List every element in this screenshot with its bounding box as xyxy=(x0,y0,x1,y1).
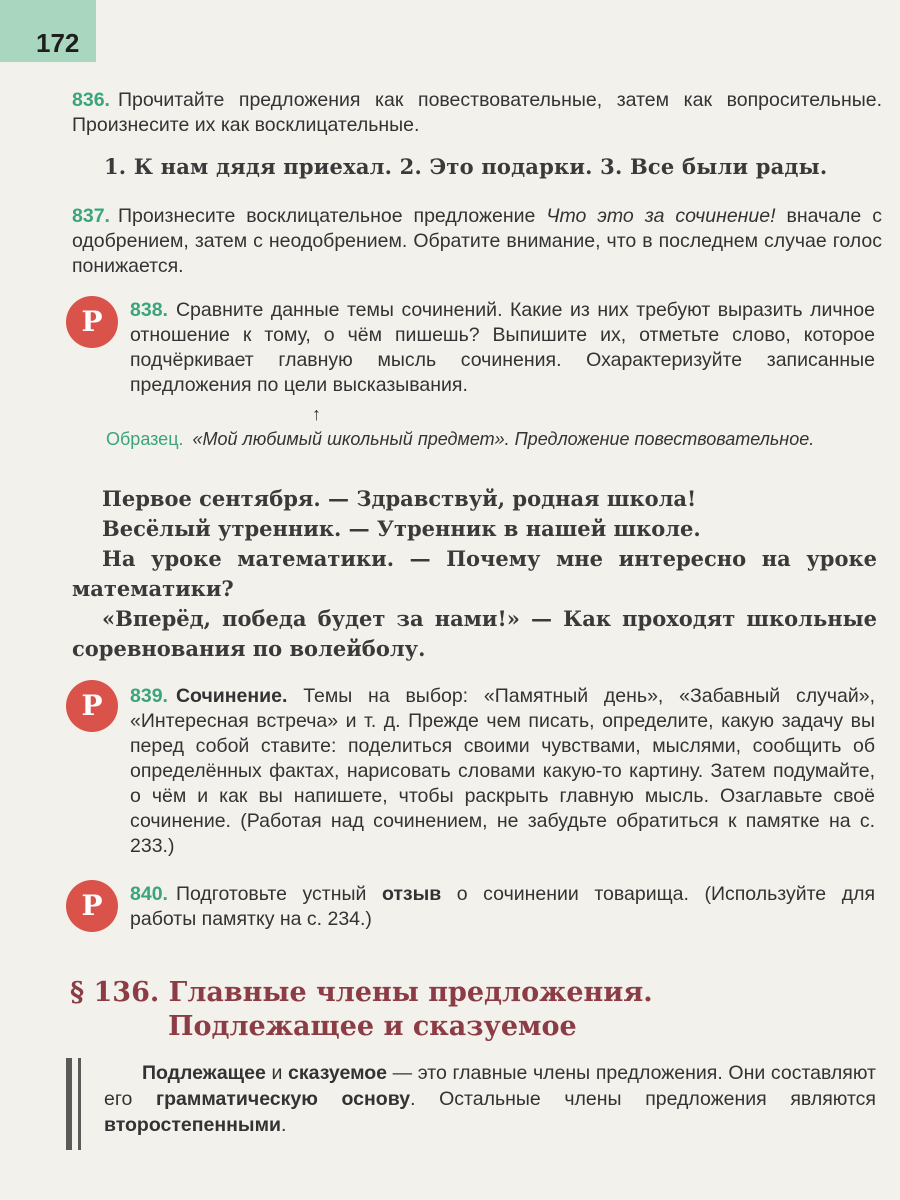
exercise-839 xyxy=(130,684,875,859)
rule-term: сказуемое xyxy=(288,1062,387,1084)
r-badge-icon: Р xyxy=(66,680,118,732)
exercise-text: Сравните данные темы сочинений. Какие из них требуют выразить личное отношение к тому, о чём пишешь? Выпишите их, отметьте слово, которое подчёркивает главную мысль сочинения. Охарактеризуйте записанные предложения по цели высказывания. xyxy=(130,299,875,396)
rule-bar xyxy=(66,1058,72,1150)
rule-fragment: . Остальные члены предложения являются xyxy=(410,1088,876,1110)
r-badge-icon: Р xyxy=(66,296,118,348)
rule-text xyxy=(104,1060,876,1138)
exercise-838-themes xyxy=(72,484,877,664)
section-title xyxy=(70,976,653,1044)
sample-text: «Мой любимый школьный предмет». Предложение повествовательное. xyxy=(192,429,815,449)
exercise-text: Произнесите восклицательное предложение xyxy=(117,205,547,227)
exercise-keyword: отзыв xyxy=(381,883,442,905)
exercise-836-sentences: 1. К нам дядя приехал. 2. Это подарки. 3. Все были рады. xyxy=(104,154,828,179)
exercise-838-sample xyxy=(106,426,876,452)
rule-fragment: . xyxy=(281,1114,287,1136)
exercise-836 xyxy=(72,88,882,138)
exercise-text: вначале с одобрением, затем с неодобрением. Обратите внимание, что в последнем случае голос понижается. xyxy=(72,205,882,277)
exercise-840 xyxy=(130,882,875,932)
arrow-up-icon: ↑ xyxy=(312,404,321,424)
section-title-line2: Подлежащее и сказуемое xyxy=(168,1011,577,1042)
exercise-number: 839. xyxy=(130,685,168,707)
exercise-number: 837. xyxy=(72,205,110,227)
exercise-number: 838. xyxy=(130,299,168,321)
r-badge-icon: Р xyxy=(66,880,118,932)
exercise-text: Подготовьте устный xyxy=(175,883,382,905)
rule-term: грамматическую основу xyxy=(156,1088,411,1110)
exercise-text: Прочитайте предложения как повествовательные, затем как вопросительные. Произнесите их как восклицательные. xyxy=(72,89,882,136)
exercise-838 xyxy=(130,298,875,398)
rule-bar xyxy=(78,1058,81,1150)
rule-term: Подлежащее xyxy=(142,1062,266,1084)
exercise-number: 840. xyxy=(130,883,168,905)
theme-line: На уроке математики. — Почему мне интересно на уроке математики? xyxy=(72,546,877,601)
sample-label: Образец. xyxy=(106,429,184,449)
rule-fragment: — это главные члены предложения. Они составляют его xyxy=(104,1062,876,1110)
exercise-italic-sentence: Что это за сочинение! xyxy=(546,205,776,227)
section-title-line1: § 136. Главные члены предложения. xyxy=(70,977,653,1008)
exercise-title: Сочинение. xyxy=(175,685,288,707)
theme-line: Весёлый утренник. — Утренник в нашей школе. xyxy=(102,516,701,541)
exercise-text: Темы на выбор: «Памятный день», «Забавный случай», «Интересная встреча» и т. д. Прежде чем писать, определите, какую задачу вы перед собой ставите: поделиться своими чувствами, мыслями, сообщить об определённых фактах, нарисовать словами какую-то картину. Затем подумайте, о чём и как вы напишете, чтобы раскрыть главную мысль. Озаглавьте своё сочинение. (Работая над сочинением, не забудьте обратиться к памятке на с. 233.) xyxy=(130,685,875,857)
page-number: 172 xyxy=(36,28,80,58)
exercise-text: о сочинении товарища. (Используйте для работы памятку на с. 234.) xyxy=(130,883,876,930)
exercise-number: 836. xyxy=(72,89,110,111)
exercise-837 xyxy=(72,204,882,279)
theme-line: Первое сентября. — Здравствуй, родная школа! xyxy=(102,486,697,511)
theme-line: «Вперёд, победа будет за нами!» — Как проходят школьные соревнования по волейболу. xyxy=(72,606,877,661)
rule-fragment: и xyxy=(265,1062,288,1084)
rule-term: второстепенными xyxy=(104,1114,281,1136)
